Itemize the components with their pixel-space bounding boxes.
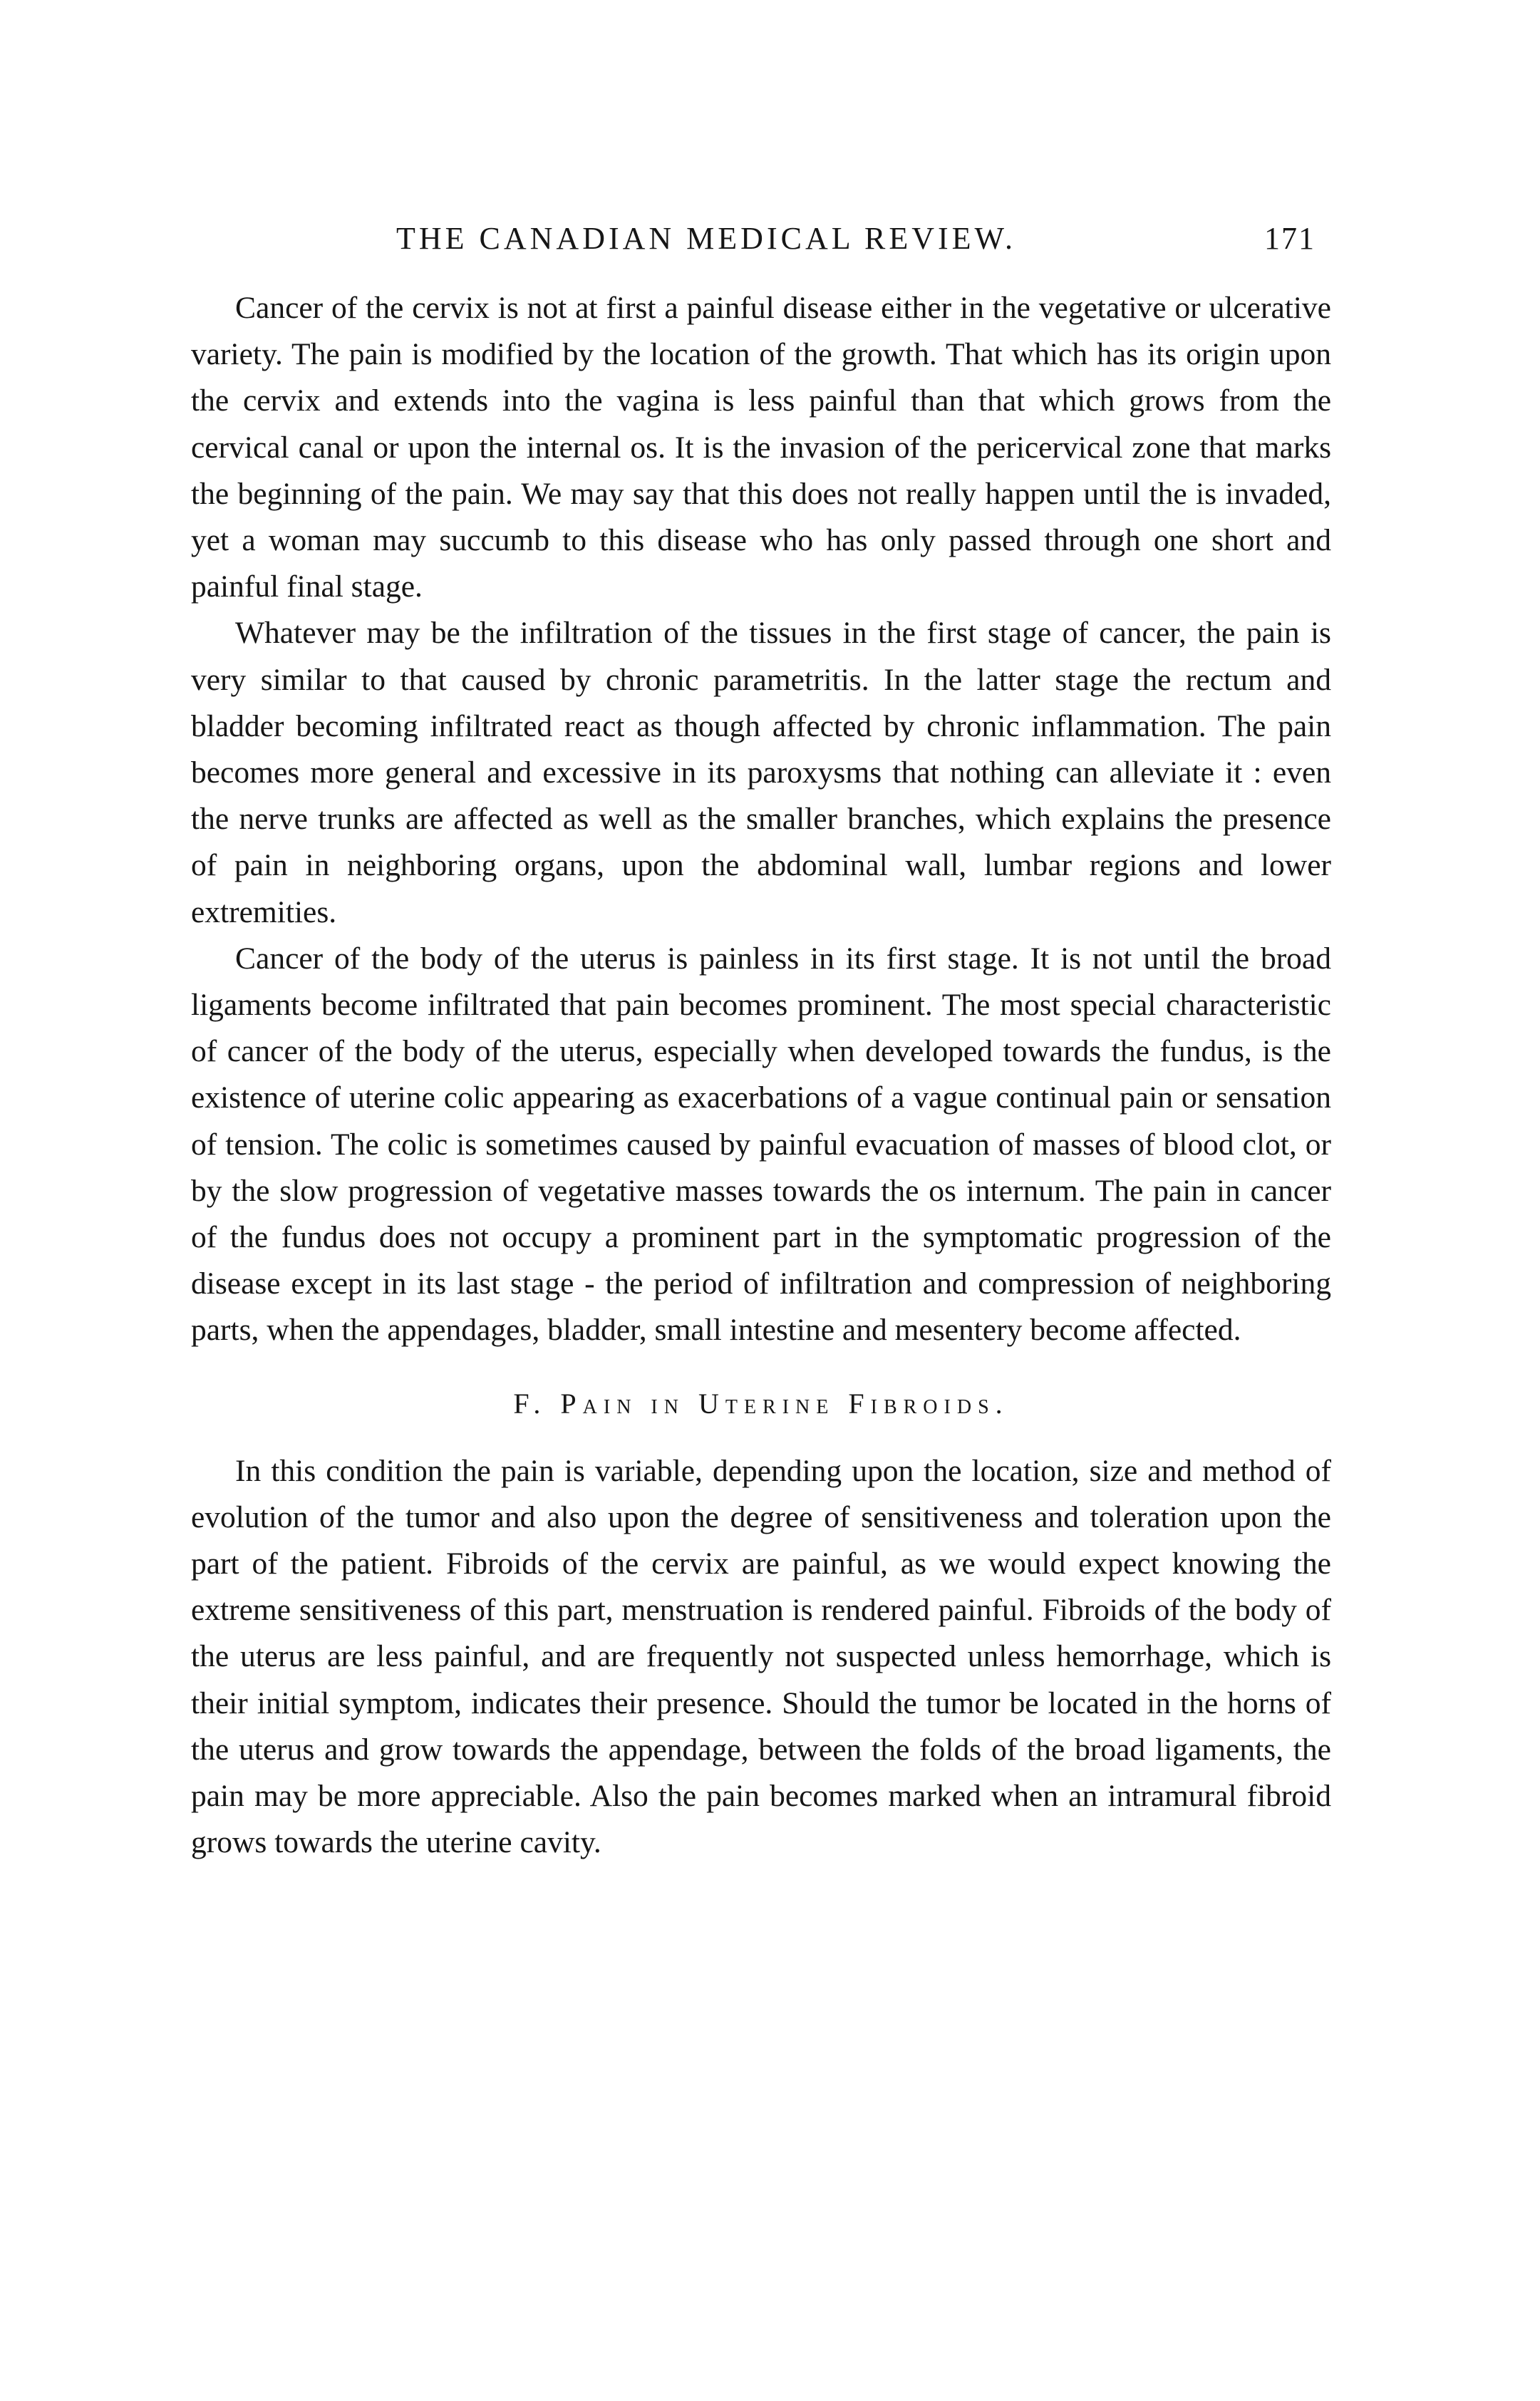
paragraph-uterine-body-cancer: Cancer of the body of the uterus is painless in its first stage. It is not until the broad ligaments become infiltrated that pain becomes prominent. The most special characteristic of cancer of the body of the uterus, especially when developed towards the fundus, is the existence of uterine colic appearing as exacerbations of a vague continual pain or sensation of tension. The colic is sometimes caused by painful evacuation of masses of blood clot, or by the slow progression of vegetative masses towards the os internum. The pain in cancer of the fundus does not occupy a prominent part in the symptomatic progression of the disease except in its last stage - the period of infiltration and compression of neighboring parts, when the appendages, bladder, small intestine and mesentery become affected. xyxy=(191,941,1331,1348)
paragraph-cervix-cancer: Cancer of the cervix is not at first a painful disease either in the vegetative or ulcerative variety. The pain is modified by the location of the growth. That which has its origin upon the cervix and extends into the vagina is less painful than that which grows from the cervical canal or upon the internal os. It is the invasion of the pericervical zone that marks the beginning of the pain. We may say that this does not really happen until the is invaded, yet a woman may succumb to this disease who has only passed through one short and painful final stage. xyxy=(191,291,1331,604)
section-title: Pain in Uterine Fibroids. xyxy=(560,1387,1009,1420)
section-letter: F. xyxy=(513,1387,547,1420)
paragraph-infiltration: Whatever may be the infiltration of the tissues in the first stage of cancer, the pain is very similar to that caused by chronic parametritis. In the latter stage the rectum and bladder becoming infiltrated react as though affected by chronic inflammation. The pain becomes more general and excessive in its paroxysms that nothing can alleviate it : even the nerve trunks are affected as well as the smaller branches, which explains the presence of pain in neighboring organs, upon the abdominal wall, lumbar regions and lower extremities. xyxy=(191,616,1331,929)
body-text xyxy=(191,285,1331,1866)
running-title: THE CANADIAN MEDICAL REVIEW. xyxy=(396,221,1016,256)
running-head xyxy=(396,214,1316,264)
page-number: 171 xyxy=(1264,221,1316,256)
section-heading xyxy=(191,1383,1331,1425)
paragraph-fibroids: In this condition the pain is variable, depending upon the location, size and method of evolution of the tumor and also upon the degree of sensitiveness and toleration upon the part of the patient. Fibroids of the cervix are painful, as we would expect knowing the extreme sensitiveness of this part, menstruation is rendered painful. Fibroids of the body of the uterus are less painful, and are frequently not suspected unless hemorrhage, which is their initial symptom, indicates their presence. Should the tumor be located in the horns of the uterus and grow towards the appendage, between the folds of the broad ligaments, the pain may be more appreciable. Also the pain becomes marked when an intramural fibroid grows towards the uterine cavity. xyxy=(191,1453,1331,1860)
